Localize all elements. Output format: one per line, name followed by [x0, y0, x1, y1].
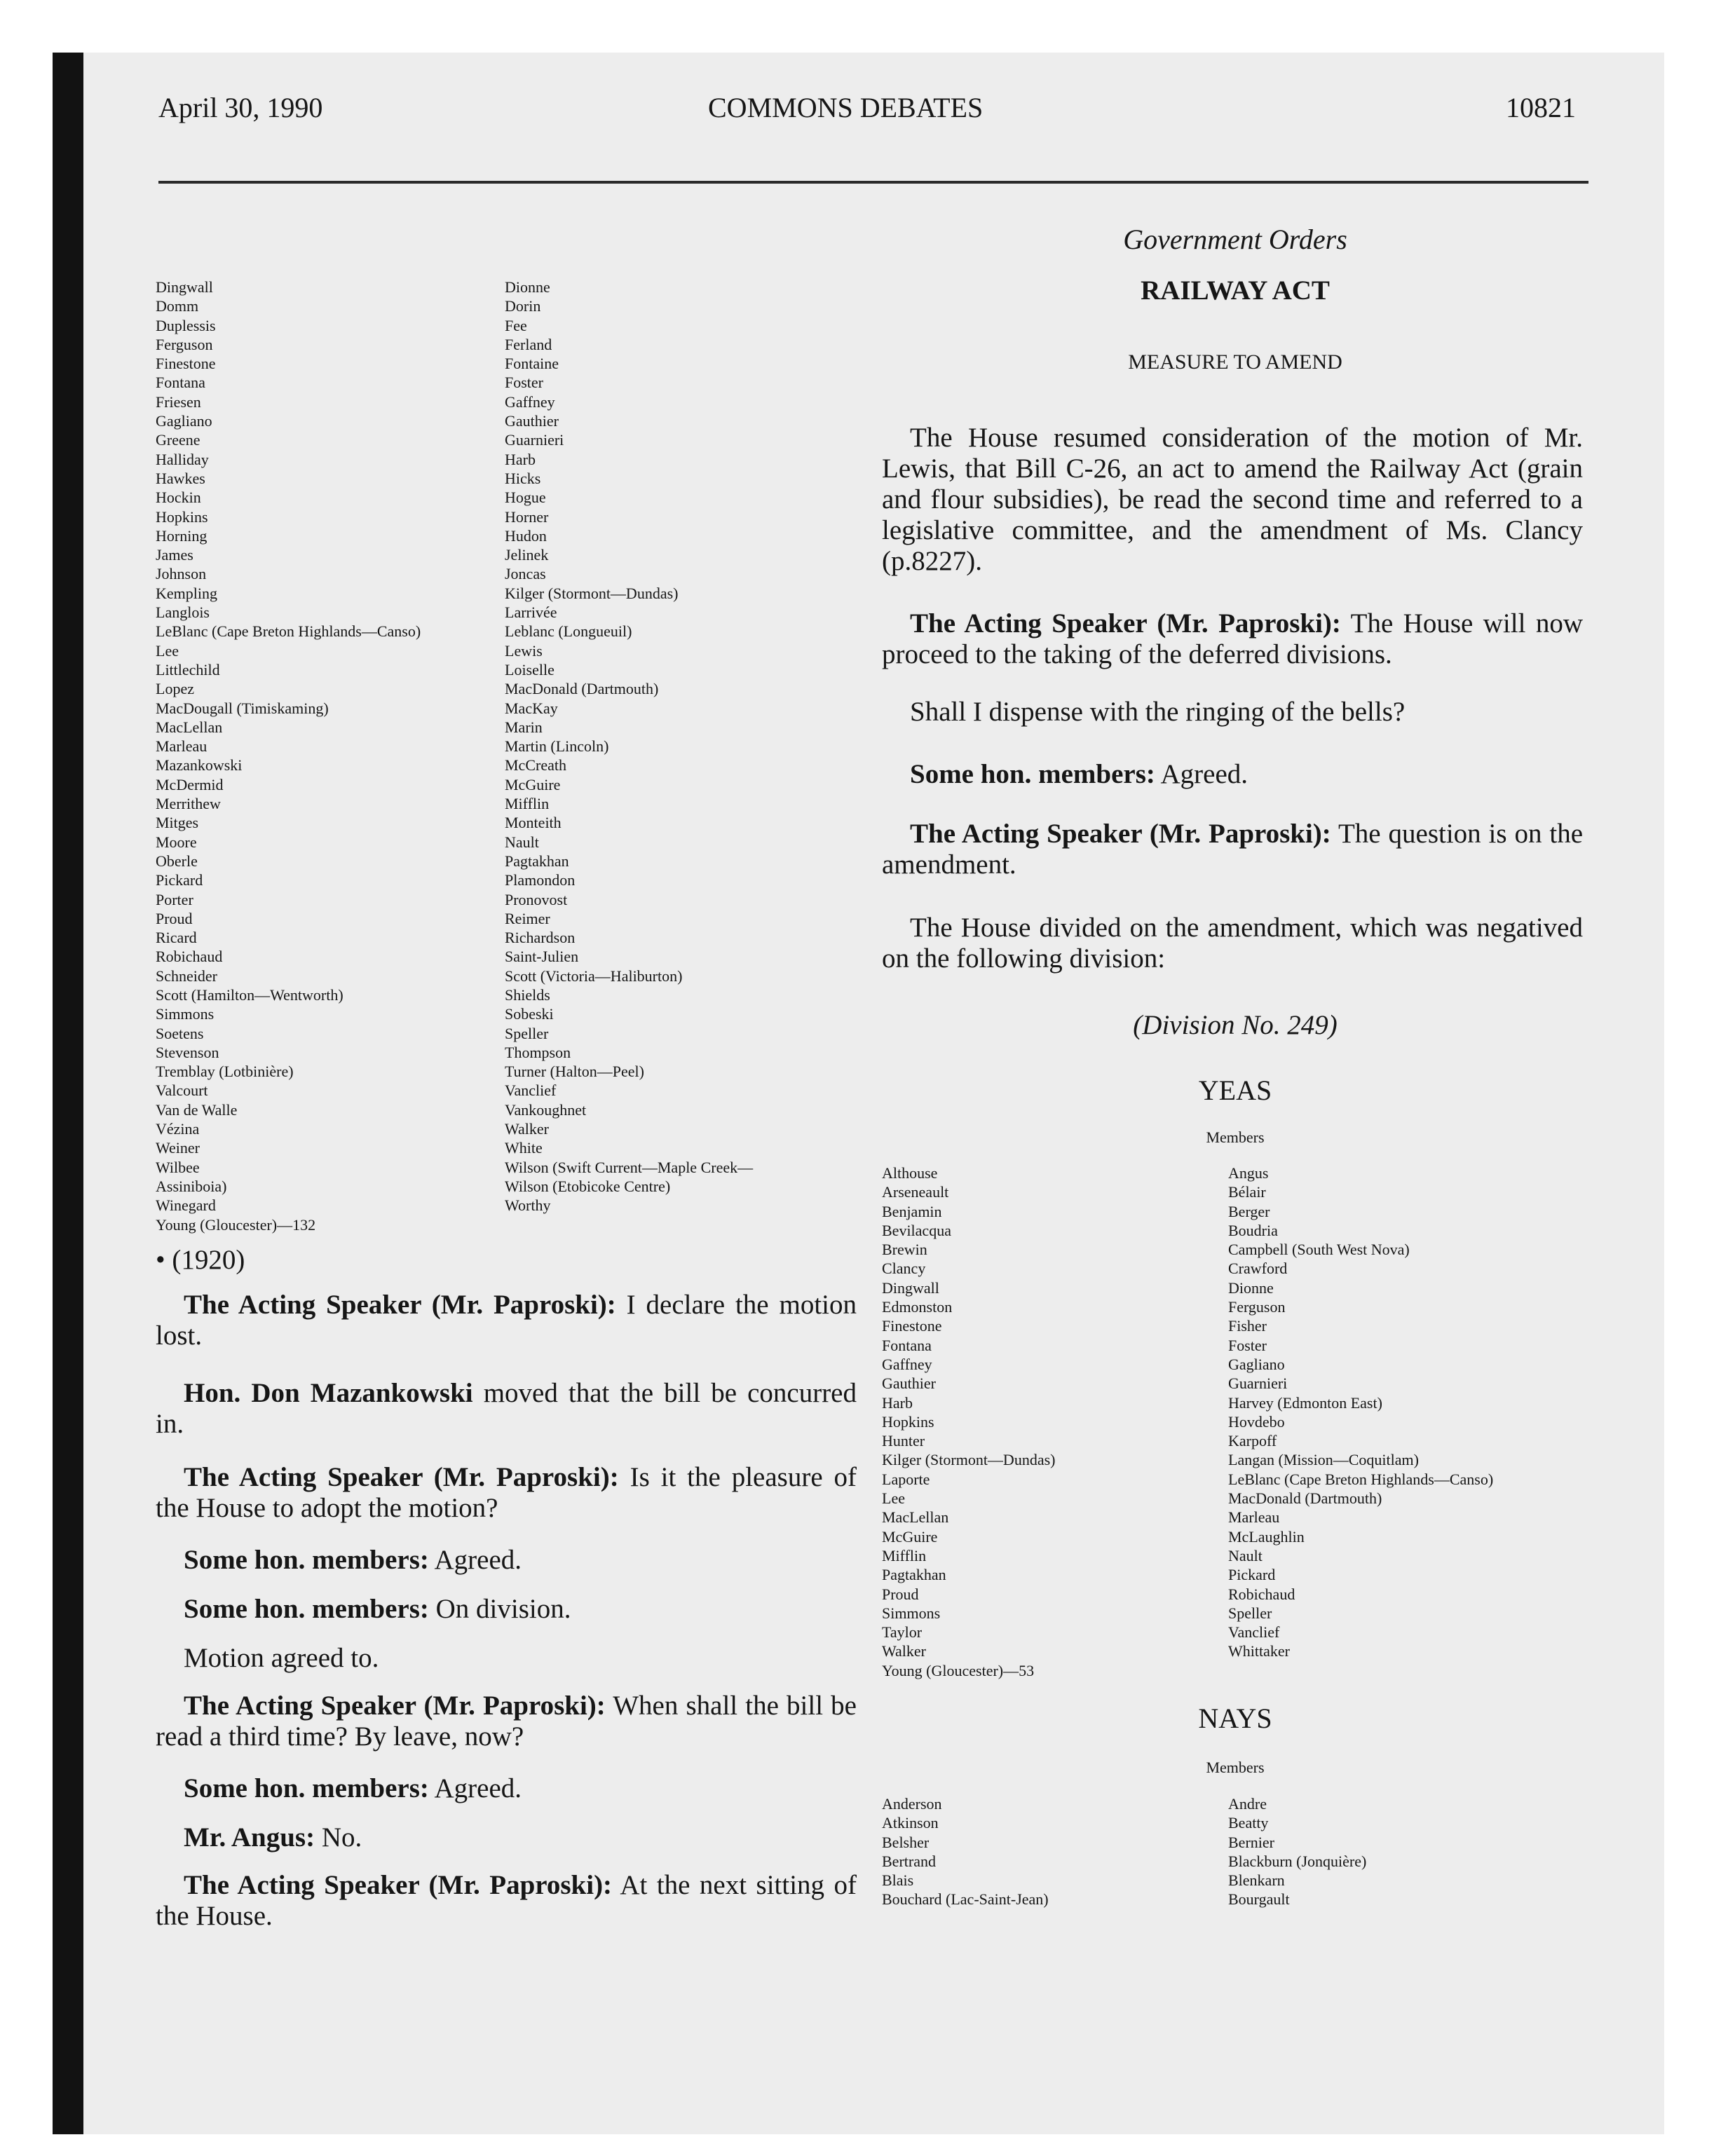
yeas-list-col2	[1228, 1164, 1493, 1661]
member-name: McGuire	[505, 775, 561, 793]
member-name: Lee	[156, 641, 179, 660]
member-name: Bernier	[1228, 1833, 1274, 1851]
member-name: Pickard	[156, 871, 203, 889]
member-name: Wilson (Swift Current—Maple Creek—	[505, 1158, 754, 1176]
member-name: Crawford	[1228, 1260, 1288, 1278]
member-name: Nault	[505, 833, 539, 851]
member-name: Scott (Hamilton—Wentworth)	[156, 985, 343, 1004]
member-name: Hopkins	[882, 1412, 934, 1431]
header-title: COMMONS DEBATES	[708, 92, 984, 123]
member-name: Vankoughnet	[505, 1100, 587, 1119]
member-name: McCreath	[505, 756, 566, 775]
member-name: Hopkins	[156, 507, 208, 526]
member-name: Thompson	[505, 1043, 571, 1061]
member-name: Andre	[1228, 1795, 1267, 1813]
member-name: Robichaud	[1228, 1585, 1295, 1603]
member-name: Monteith	[505, 814, 562, 832]
bill-title: RAILWAY ACT	[1141, 275, 1330, 306]
member-name: Dingwall	[882, 1278, 939, 1297]
debate-paragraph	[184, 1545, 522, 1576]
member-name: Gagliano	[1228, 1355, 1285, 1373]
member-name: Atkinson	[882, 1814, 939, 1832]
debate-paragraph	[156, 1462, 857, 1524]
member-name: Wilson (Etobicoke Centre)	[505, 1177, 671, 1195]
debate-paragraph	[156, 1691, 857, 1752]
yeas-members-label: Members	[1206, 1128, 1265, 1146]
member-name: Jelinek	[505, 546, 549, 564]
member-name: Gaffney	[505, 393, 555, 411]
speaker-name: The Acting Speaker (Mr. Paproski):	[184, 1691, 606, 1721]
member-name: Angus	[1228, 1164, 1269, 1182]
member-name: Fontaine	[505, 355, 559, 373]
member-name: Berger	[1228, 1202, 1270, 1220]
member-name: Lewis	[505, 641, 543, 660]
member-name: Hicks	[505, 469, 541, 487]
speaker-name: The Acting Speaker (Mr. Paproski):	[184, 1462, 619, 1492]
member-name: Oberle	[156, 852, 198, 870]
member-name: Plamondon	[505, 871, 576, 889]
member-name: Stevenson	[156, 1043, 219, 1061]
member-name: Blenkarn	[1228, 1871, 1285, 1890]
member-name: Dingwall	[156, 278, 213, 296]
member-name: Soetens	[156, 1024, 204, 1042]
member-name: Littlechild	[156, 660, 220, 678]
member-name: Wilbee	[156, 1158, 200, 1176]
speaker-name: Some hon. members:	[184, 1545, 429, 1575]
debate-paragraph	[184, 1773, 522, 1804]
member-name: Lee	[882, 1489, 905, 1508]
member-name: Campbell (South West Nova)	[1228, 1241, 1410, 1259]
speech-text: The question is on the amendment.	[882, 819, 1584, 880]
member-name: Mazankowski	[156, 756, 243, 775]
member-name: Proud	[156, 909, 193, 927]
member-name: Saint-Julien	[505, 948, 579, 966]
speech-text: Is it the pleasure of the House to adopt the motion?	[156, 1462, 857, 1523]
member-name: Worthy	[505, 1196, 551, 1215]
speaker-name: Some hon. members:	[910, 759, 1155, 789]
member-name: Greene	[156, 431, 200, 449]
member-name: Bertrand	[882, 1852, 936, 1870]
nays-list-col1	[882, 1794, 1049, 1909]
member-name: Dorin	[505, 297, 541, 315]
member-name: Pagtakhan	[882, 1566, 946, 1584]
member-name: Valcourt	[156, 1082, 208, 1100]
speaker-name: The Acting Speaker (Mr. Paproski):	[184, 1290, 616, 1320]
vote-list-col2	[505, 278, 753, 1215]
member-name: MacLellan	[882, 1508, 949, 1527]
member-name: Moore	[156, 833, 197, 851]
member-name: Gagliano	[156, 412, 212, 430]
member-name: Edmonston	[882, 1298, 953, 1316]
member-name: Marleau	[156, 737, 207, 756]
member-name: Boudria	[1228, 1221, 1278, 1239]
member-name: Young (Gloucester)—132	[156, 1215, 316, 1234]
member-name: Martin (Lincoln)	[505, 737, 609, 756]
debate-paragraph	[184, 1594, 571, 1625]
speaker-name: Some hon. members:	[184, 1594, 429, 1624]
member-name: Walker	[882, 1642, 926, 1660]
member-name: Gauthier	[882, 1374, 936, 1393]
member-name: Mitges	[156, 814, 199, 832]
member-name: Fisher	[1228, 1317, 1267, 1335]
member-name: Fee	[505, 316, 527, 334]
member-name: Winegard	[156, 1196, 216, 1215]
speaker-name: Some hon. members:	[184, 1773, 429, 1803]
member-name: Merrithew	[156, 795, 221, 813]
member-name: MacDonald (Dartmouth)	[1228, 1489, 1382, 1508]
member-name: Hawkes	[156, 469, 205, 487]
member-name: LeBlanc (Cape Breton Highlands—Canso)	[156, 622, 421, 641]
member-name: Walker	[505, 1120, 549, 1138]
debate-paragraph: Motion agreed to.	[184, 1643, 379, 1673]
speech-text: Agreed.	[1155, 759, 1248, 789]
nays-list-col2	[1228, 1794, 1366, 1909]
member-name: Blackburn (Jonquière)	[1228, 1852, 1367, 1870]
member-name: Finestone	[882, 1317, 942, 1335]
member-name: Simmons	[882, 1604, 941, 1622]
member-name: Hovdebo	[1228, 1412, 1285, 1431]
member-name: Fontana	[156, 374, 205, 392]
member-name: MacLellan	[156, 718, 223, 736]
member-name: Bourgault	[1228, 1890, 1290, 1909]
member-name: Leblanc (Longueuil)	[505, 622, 632, 641]
member-name: Pickard	[1228, 1566, 1276, 1584]
member-name: Pronovost	[505, 890, 568, 908]
member-name: Vézina	[156, 1120, 200, 1138]
member-name: Langan (Mission—Coquitlam)	[1228, 1451, 1419, 1469]
member-name: Clancy	[882, 1260, 926, 1278]
member-name: Gaffney	[882, 1355, 932, 1373]
member-name: White	[505, 1139, 543, 1157]
debate-paragraph	[882, 819, 1583, 880]
member-name: Harvey (Edmonton East)	[1228, 1393, 1382, 1412]
nays-title: NAYS	[1198, 1703, 1272, 1734]
member-name: Schneider	[156, 967, 217, 985]
speech-text: When shall the bill be read a third time? By leave, now?	[156, 1691, 857, 1752]
member-name: Mifflin	[505, 795, 550, 813]
vote-list-col1	[156, 278, 421, 1234]
member-name: Belsher	[882, 1833, 930, 1851]
speech-text: At the next sitting of the House.	[156, 1870, 857, 1931]
member-name: Kilger (Stormont—Dundas)	[505, 584, 679, 602]
member-name: Halliday	[156, 450, 209, 468]
speaker-name: The Acting Speaker (Mr. Paproski):	[910, 819, 1331, 849]
member-name: Arseneault	[882, 1183, 949, 1201]
member-name: Nault	[1228, 1546, 1263, 1564]
scan-edge	[53, 53, 83, 2134]
member-name: Friesen	[156, 393, 201, 411]
speech-text: Agreed.	[428, 1545, 522, 1575]
member-name: MacDonald (Dartmouth)	[505, 680, 659, 698]
speaker-name: Hon. Don Mazankowski	[184, 1378, 473, 1408]
member-name: Marleau	[1228, 1508, 1280, 1527]
member-name: Ferland	[505, 335, 552, 353]
debate-paragraph: Shall I dispense with the ringing of the bells?	[910, 697, 1406, 727]
member-name: Pagtakhan	[505, 852, 569, 870]
member-name: Finestone	[156, 355, 216, 373]
debate-paragraph: The House divided on the amendment, which was negatived on the following division:	[882, 913, 1583, 974]
member-name: Whittaker	[1228, 1642, 1290, 1660]
speech-text: The House will now proceed to the taking of the deferred divisions.	[882, 608, 1584, 669]
speech-text: No.	[315, 1822, 362, 1853]
member-name: Proud	[882, 1585, 919, 1603]
member-name: Domm	[156, 297, 199, 315]
division-number: (Division No. 249)	[1133, 1010, 1338, 1040]
yeas-list-col1	[882, 1164, 1055, 1680]
member-name: Assiniboia)	[156, 1177, 227, 1195]
yeas-title: YEAS	[1198, 1074, 1272, 1106]
member-name: Vanclief	[505, 1082, 557, 1100]
member-name: MacKay	[505, 699, 558, 717]
member-name: Harb	[505, 450, 536, 468]
member-name: Guarnieri	[505, 431, 564, 449]
member-name: Turner (Halton—Peel)	[505, 1063, 644, 1081]
member-name: Hunter	[882, 1432, 925, 1450]
member-name: Althouse	[882, 1164, 938, 1182]
member-name: Harb	[882, 1393, 913, 1412]
speech-text: I declare the motion lost.	[156, 1290, 857, 1351]
member-name: Horning	[156, 526, 207, 545]
member-name: Reimer	[505, 909, 550, 927]
member-name: Foster	[1228, 1336, 1267, 1354]
member-name: Anderson	[882, 1795, 942, 1813]
member-name: Scott (Victoria—Haliburton)	[505, 967, 683, 985]
member-name: Beatty	[1228, 1814, 1269, 1832]
member-name: Robichaud	[156, 948, 223, 966]
member-name: Karpoff	[1228, 1432, 1277, 1450]
member-name: Larrivée	[505, 603, 557, 622]
member-name: MacDougall (Timiskaming)	[156, 699, 329, 717]
member-name: Ricard	[156, 929, 197, 947]
member-name: Laporte	[882, 1470, 930, 1488]
member-name: Joncas	[505, 565, 546, 583]
member-name: Simmons	[156, 1005, 215, 1023]
debate-paragraph: The House resumed consideration of the motion of Mr. Lewis, that Bill C-26, an act to amend the Railway Act (grain and flour subsidies), be read the second time and referred to a legislative committee, and the amendment of Ms. Clancy (p.8227).	[882, 423, 1583, 576]
member-name: Speller	[1228, 1604, 1272, 1622]
member-name: Langlois	[156, 603, 210, 622]
member-name: Ferguson	[1228, 1298, 1286, 1316]
speaker-name: The Acting Speaker (Mr. Paproski):	[910, 608, 1341, 639]
member-name: Weiner	[156, 1139, 200, 1157]
member-name: McGuire	[882, 1527, 938, 1546]
member-name: Kempling	[156, 584, 217, 602]
member-name: Tremblay (Lotbinière)	[156, 1063, 294, 1081]
speaker-name: The Acting Speaker (Mr. Paproski):	[184, 1870, 613, 1900]
member-name: Sobeski	[505, 1005, 554, 1023]
member-name: Bouchard (Lac-Saint-Jean)	[882, 1890, 1049, 1909]
speaker-name: Mr. Angus:	[184, 1822, 315, 1853]
header-date: April 30, 1990	[158, 92, 323, 123]
member-name: McDermid	[156, 775, 224, 793]
member-name: Johnson	[156, 565, 207, 583]
member-name: Vanclief	[1228, 1623, 1280, 1642]
time-marker: • (1920)	[156, 1245, 245, 1275]
member-name: LeBlanc (Cape Breton Highlands—Canso)	[1228, 1470, 1494, 1488]
member-name: Dionne	[505, 278, 550, 296]
debate-paragraph	[882, 608, 1583, 670]
member-name: Horner	[505, 507, 549, 526]
member-name: Bélair	[1228, 1183, 1266, 1201]
member-name: Hudon	[505, 526, 547, 545]
member-name: Duplessis	[156, 316, 216, 334]
member-name: Gauthier	[505, 412, 559, 430]
member-name: James	[156, 546, 193, 564]
member-name: Lopez	[156, 680, 194, 698]
member-name: Speller	[505, 1024, 549, 1042]
member-name: Benjamin	[882, 1202, 942, 1220]
speech-text: moved that the bill be concurred in.	[156, 1378, 857, 1439]
member-name: Taylor	[882, 1623, 923, 1642]
debate-paragraph	[156, 1378, 857, 1440]
header-rule	[158, 181, 1588, 184]
member-name: Young (Gloucester)—53	[882, 1661, 1035, 1679]
nays-members-label: Members	[1206, 1759, 1265, 1776]
debate-paragraph	[184, 1822, 362, 1853]
member-name: Dionne	[1228, 1278, 1274, 1297]
member-name: Richardson	[505, 929, 576, 947]
member-name: Ferguson	[156, 335, 213, 353]
member-name: Loiselle	[505, 660, 554, 678]
member-name: McLaughlin	[1228, 1527, 1305, 1546]
member-name: Hockin	[156, 489, 201, 507]
member-name: Mifflin	[882, 1546, 927, 1564]
speech-text: Agreed.	[428, 1773, 522, 1803]
member-name: Bevilacqua	[882, 1221, 951, 1239]
member-name: Marin	[505, 718, 543, 736]
debate-paragraph	[156, 1870, 857, 1932]
member-name: Blais	[882, 1871, 914, 1890]
section-label: Government Orders	[1123, 224, 1347, 255]
member-name: Guarnieri	[1228, 1374, 1288, 1393]
member-name: Van de Walle	[156, 1100, 238, 1119]
member-name: Kilger (Stormont—Dundas)	[882, 1451, 1056, 1469]
debate-paragraph	[156, 1290, 857, 1351]
member-name: Shields	[505, 985, 550, 1004]
speech-text: On division.	[428, 1594, 571, 1624]
page-number: 10821	[1506, 92, 1576, 123]
member-name: Hogue	[505, 489, 546, 507]
debate-paragraph	[910, 759, 1248, 790]
bill-subtitle: MEASURE TO AMEND	[1128, 350, 1342, 374]
member-name: Foster	[505, 374, 543, 392]
member-name: Fontana	[882, 1336, 932, 1354]
member-name: Brewin	[882, 1241, 927, 1259]
member-name: Porter	[156, 890, 193, 908]
